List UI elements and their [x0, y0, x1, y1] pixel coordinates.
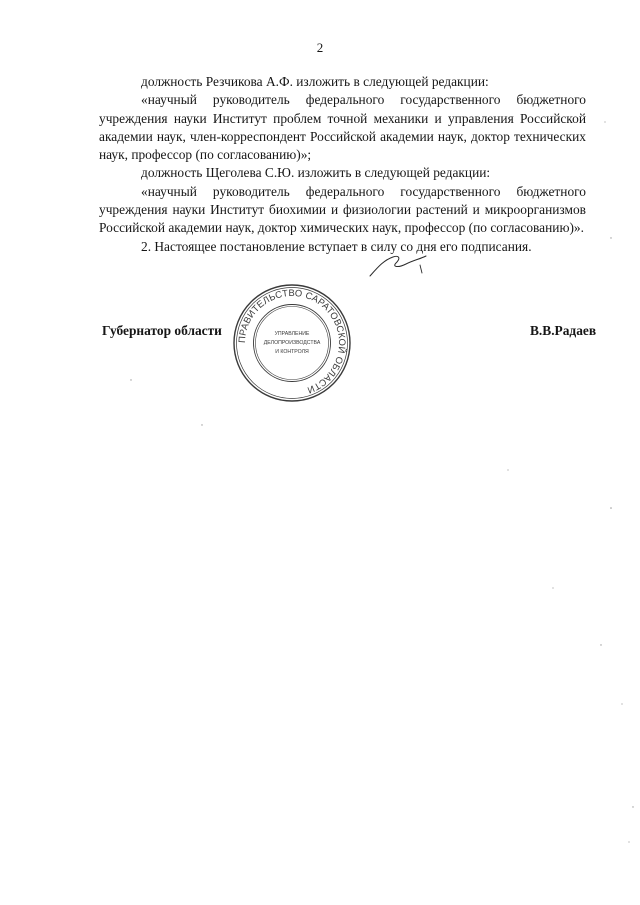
document-body: [99, 73, 586, 256]
seal-center-line-1: УПРАВЛЕНИЕ: [274, 331, 310, 337]
official-seal: [232, 283, 352, 403]
seal-center-line-2: ДЕЛОПРОИЗВОДСТВА: [263, 340, 321, 346]
seal-ring-text: ПРАВИТЕЛЬСТВО САРАТОВСКОЙ ОБЛАСТИ: [235, 286, 349, 397]
paragraph-rezchikov-intro: должность Резчикова А.Ф. изложить в следующей редакции:: [141, 74, 489, 89]
page-number: 2: [316, 40, 324, 55]
seal-center-line-3: И КОНТРОЛЯ: [275, 349, 309, 355]
signatory-name: В.В.Радаев: [530, 323, 597, 338]
paragraph-effective-clause: 2. Настоящее постановление вступает в силу со дня его подписания.: [141, 238, 532, 254]
paragraph-rezchikov-position: «научный руководитель федерального государственного бюджетного учреждения науки Институт проблем точной механики и управления Российской академии наук, член-корреспондент Российской академии наук, доктор технических наук, профессор (по согласованию)»;: [99, 92, 586, 163]
signatory-role: Губернатор области: [102, 323, 222, 338]
handwritten-signature: [368, 249, 432, 281]
paragraph-shchegolev-intro: должность Щеголева С.Ю. изложить в следующей редакции:: [141, 165, 491, 181]
paragraph-shchegolev-position: «научный руководитель федерального государственного бюджетного учреждения науки Институт биохимии и физиологии растений и микроорганизмов Российской академии наук, доктор химических наук, профессор (по согласованию)».: [99, 183, 586, 236]
